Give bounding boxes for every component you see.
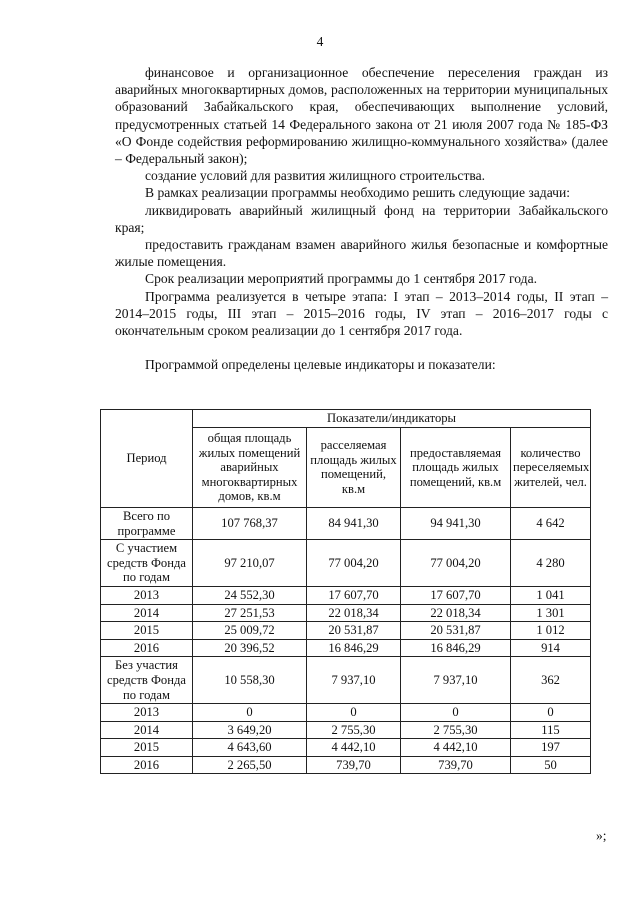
cell-total-area: 25 009,72 <box>193 622 307 640</box>
paragraph-deadline: Срок реализации мероприятий программы до 1 сентября 2017 года. <box>145 271 537 287</box>
cell-total-area: 24 552,30 <box>193 586 307 604</box>
row-period: 2013 <box>101 586 193 604</box>
closing-quote-mark: »; <box>596 828 607 843</box>
table-row <box>101 739 591 757</box>
table-row <box>101 622 591 640</box>
table-row <box>101 704 591 722</box>
cell-resettled-area: 4 442,10 <box>307 739 401 757</box>
cell-residents-count: 50 <box>511 756 591 774</box>
cell-total-area: 20 396,52 <box>193 639 307 657</box>
row-period: 2016 <box>101 756 193 774</box>
cell-residents-count: 0 <box>511 704 591 722</box>
table-row <box>101 540 591 587</box>
table-row <box>101 604 591 622</box>
row-period: 2016 <box>101 639 193 657</box>
table-group-header-row <box>101 410 591 428</box>
indicators-table <box>100 409 591 774</box>
cell-total-area: 3 649,20 <box>193 721 307 739</box>
period-header: Период <box>101 410 193 508</box>
cell-resettled-area: 22 018,34 <box>307 604 401 622</box>
row-period: 2014 <box>101 604 193 622</box>
table-row <box>101 756 591 774</box>
paragraph-goal-construction: создание условий для развития жилищного строительства. <box>145 168 486 184</box>
cell-resettled-area: 0 <box>307 704 401 722</box>
cell-resettled-area: 16 846,29 <box>307 639 401 657</box>
cell-residents-count: 4 280 <box>511 540 591 587</box>
cell-provided-area: 739,70 <box>401 756 511 774</box>
cell-resettled-area: 17 607,70 <box>307 586 401 604</box>
cell-provided-area: 94 941,30 <box>401 507 511 539</box>
cell-residents-count: 197 <box>511 739 591 757</box>
cell-provided-area: 2 755,30 <box>401 721 511 739</box>
column-header-resettled-area: расселяемая площадь жилых помещений, кв.м <box>307 428 401 508</box>
row-period: 2014 <box>101 721 193 739</box>
cell-provided-area: 77 004,20 <box>401 540 511 587</box>
table-row <box>101 507 591 539</box>
cell-residents-count: 914 <box>511 639 591 657</box>
row-period: Всего по программе <box>101 507 193 539</box>
cell-residents-count: 362 <box>511 657 591 704</box>
cell-provided-area: 4 442,10 <box>401 739 511 757</box>
cell-total-area: 2 265,50 <box>193 756 307 774</box>
table-row <box>101 657 591 704</box>
cell-provided-area: 22 018,34 <box>401 604 511 622</box>
paragraph-goal-resettlement: финансовое и организационное обеспечение переселения граждан из аварийных многоквартирных домов, расположенных на территории муниципальных образований Забайкальского края, обеспечивающих выполнение условий, предусмотренных статьей 14 Федерального закона от 21 июля 2007 года № 185-ФЗ «О Фонде содействия реформированию жилищно-коммунального хозяйства» (далее – Федеральный закон); <box>115 65 608 167</box>
table-row <box>101 721 591 739</box>
cell-provided-area: 16 846,29 <box>401 639 511 657</box>
column-header-total-area: общая площадь жилых помещений аварийных многоквартирных домов, кв.м <box>193 428 307 508</box>
cell-resettled-area: 7 937,10 <box>307 657 401 704</box>
cell-resettled-area: 2 755,30 <box>307 721 401 739</box>
row-period: 2015 <box>101 622 193 640</box>
row-period: 2015 <box>101 739 193 757</box>
cell-resettled-area: 77 004,20 <box>307 540 401 587</box>
page-number: 4 <box>316 34 324 49</box>
cell-total-area: 97 210,07 <box>193 540 307 587</box>
cell-resettled-area: 84 941,30 <box>307 507 401 539</box>
cell-provided-area: 0 <box>401 704 511 722</box>
table-row <box>101 639 591 657</box>
cell-provided-area: 17 607,70 <box>401 586 511 604</box>
cell-resettled-area: 20 531,87 <box>307 622 401 640</box>
cell-total-area: 27 251,53 <box>193 604 307 622</box>
paragraph-indicators-intro: Программой определены целевые индикаторы и показатели: <box>145 357 496 373</box>
cell-total-area: 10 558,30 <box>193 657 307 704</box>
cell-residents-count: 1 012 <box>511 622 591 640</box>
table-row <box>101 586 591 604</box>
cell-total-area: 4 643,60 <box>193 739 307 757</box>
body-text <box>115 64 608 373</box>
column-header-residents-count: количество переселяемых жителей, чел. <box>511 428 591 508</box>
paragraph-stages: Программа реализуется в четыре этапа: I этап – 2013–2014 годы, II этап – 2014–2015 годы, III этап – 2015–2016 годы, IV этап – 2016–2017 годы с окончательным сроком реализации до 1 сентября 2017 года. <box>115 288 608 339</box>
cell-residents-count: 1 041 <box>511 586 591 604</box>
indicators-group-header: Показатели/индикаторы <box>193 410 591 428</box>
cell-resettled-area: 739,70 <box>307 756 401 774</box>
cell-total-area: 107 768,37 <box>193 507 307 539</box>
paragraph-task-liquidate: ликвидировать аварийный жилищный фонд на территории Забайкальского края; <box>115 202 608 235</box>
row-period: 2013 <box>101 704 193 722</box>
row-period: Без участия средств Фонда по годам <box>101 657 193 704</box>
row-period: С участием средств Фонда по годам <box>101 540 193 587</box>
cell-provided-area: 20 531,87 <box>401 622 511 640</box>
paragraph-task-provide: предоставить гражданам взамен аварийного жилья безопасные и комфортные жилые помещения. <box>115 237 608 270</box>
cell-provided-area: 7 937,10 <box>401 657 511 704</box>
cell-residents-count: 1 301 <box>511 604 591 622</box>
cell-residents-count: 115 <box>511 721 591 739</box>
column-header-provided-area: предоставляемая площадь жилых помещений, кв.м <box>401 428 511 508</box>
cell-total-area: 0 <box>193 704 307 722</box>
cell-residents-count: 4 642 <box>511 507 591 539</box>
paragraph-tasks-intro: В рамках реализации программы необходимо решить следующие задачи: <box>145 185 571 201</box>
